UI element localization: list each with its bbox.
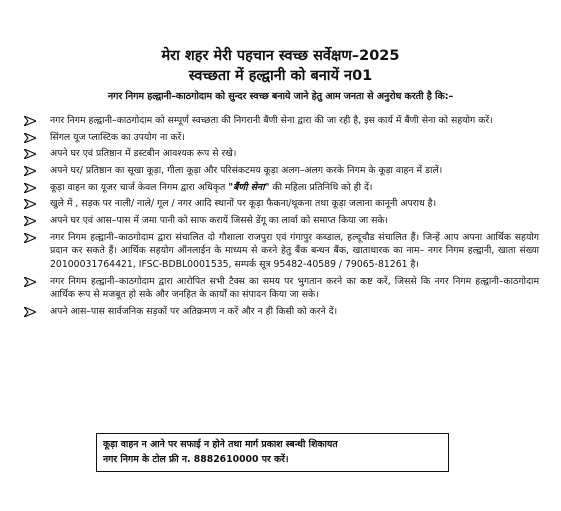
list-item bbox=[22, 197, 539, 211]
list-item bbox=[22, 164, 539, 178]
list-item-text: नगर निगम हल्द्वानी–काठगोदाम द्वारा आरोपित सभी टैक्स का समय पर भुगतान करने का कष्ट करें, जिससे कि नगर निगम हल्द्वानी–काठगोदाम आर्थिक रूप से मजबूत हो सके और जनहित के कार्यों का संपादन किया जा सके। bbox=[50, 275, 539, 300]
arrow-bullet-icon bbox=[24, 199, 36, 209]
page-subtitle: स्वच्छता में हल्द्वानी को बनायें न01 bbox=[188, 68, 373, 84]
list-item-text: खुले में , सड़क पर नाली/ नाले/ गूल / नगर आदि स्थानों पर कूड़ा फैकना/थूकना तथा कूड़ा जलाना कानूनी अपराध है। bbox=[50, 198, 437, 210]
list-item bbox=[22, 231, 539, 272]
list-item bbox=[22, 275, 539, 302]
list-item-text: अपने आस–पास सार्वजनिक सड़कों पर अतिक्रमण न करें और न ही किसी को करने दें। bbox=[50, 305, 338, 317]
arrow-bullet-icon bbox=[24, 307, 36, 317]
beni-sena-highlight: "बैंणी सेना" bbox=[228, 181, 270, 193]
list-item bbox=[22, 214, 539, 228]
instruction-list bbox=[22, 114, 539, 318]
toll-free-line: नगर निगम के टोल फ्री न. 8882610000 पर करें। bbox=[103, 454, 289, 465]
list-item-text: अपने घर/ प्रतिष्ठान का सूखा कूड़ा, गीला कूड़ा और परिसंकटमय कूड़ा अलग–अलग करके निगम के कूड़ा वाहन में डालें। bbox=[50, 165, 443, 177]
arrow-bullet-icon bbox=[24, 116, 36, 126]
list-item bbox=[22, 147, 539, 161]
list-item-text: सिंगल यूज प्लास्टिक का उपयोग ना करें। bbox=[50, 131, 185, 143]
arrow-bullet-icon bbox=[24, 233, 36, 243]
list-item bbox=[22, 305, 539, 319]
list-item-text: नगर निगम हल्द्वानी–काठगोदाम द्वारा संचालित दो गौशाला राजपुरा एवं गंगापुर कब्डाल, हल्दूचौड संचालित हैं। जिन्हें आप अपना आर्थिक सहयोग प्रदान कर सकते हैं। आर्थिक सहयोग ऑनलाईन के माध्यम से करने हेतु बैंक बन्धन बैंक, खाताधारक का नाम– नगर निगम हल्द्वानी, खाता संख्या 20100031764421, IFSC-BDBL0001535, सम्पर्क सूत्र 95482-40589 / 79065-81261 है। bbox=[50, 231, 539, 270]
arrow-bullet-icon bbox=[24, 166, 36, 176]
list-item-text: अपने घर एवं प्रतिष्ठान में डस्टबीन आवश्यक रूप से रखे। bbox=[50, 148, 237, 160]
list-item-text-before: कूड़ा वाहन का यूजर चार्ज केवल निगम द्वारा अधिकृत bbox=[50, 181, 229, 193]
arrow-bullet-icon bbox=[24, 216, 36, 226]
arrow-bullet-icon bbox=[24, 149, 36, 159]
arrow-bullet-icon bbox=[24, 183, 36, 193]
complaint-line: कूड़ा वाहन न आने पर सफाई न होने तथा मार्ग प्रकाश स्बन्धी शिकायत bbox=[103, 439, 338, 450]
list-item-text: अपने घर एवं आस–पास में जमा पानी को साफ करायें जिससे डेंगू का लार्वा को समाप्त किया जा सके। bbox=[50, 215, 389, 227]
list-item bbox=[22, 114, 539, 128]
arrow-bullet-icon bbox=[24, 277, 36, 287]
list-item bbox=[22, 181, 539, 195]
appeal-text: नगर निगम हल्द्वानी–काठगोदाम को सुन्दर स्वच्छ बनाये जाने हेतु आम जनता से अनुरोध करती है कि:– bbox=[107, 91, 454, 102]
page-title: मेरा शहर मेरी पहचान स्वच्छ सर्वेक्षण–2025 bbox=[161, 48, 400, 64]
list-item-text-after: की महिला प्रतिनिधि को ही दें। bbox=[269, 181, 373, 193]
list-item bbox=[22, 131, 539, 145]
list-item-text: नगर निगम हल्द्वानी–काठगोदाम को सम्पूर्ण स्वच्छता की निगरानी बैंणी सेना द्वारा की जा रही है, इस कार्य में बैंणी सेना को सहयोग करें। bbox=[50, 115, 493, 126]
complaint-contact-box bbox=[96, 433, 449, 472]
arrow-bullet-icon bbox=[24, 133, 36, 143]
title-block bbox=[22, 46, 539, 87]
